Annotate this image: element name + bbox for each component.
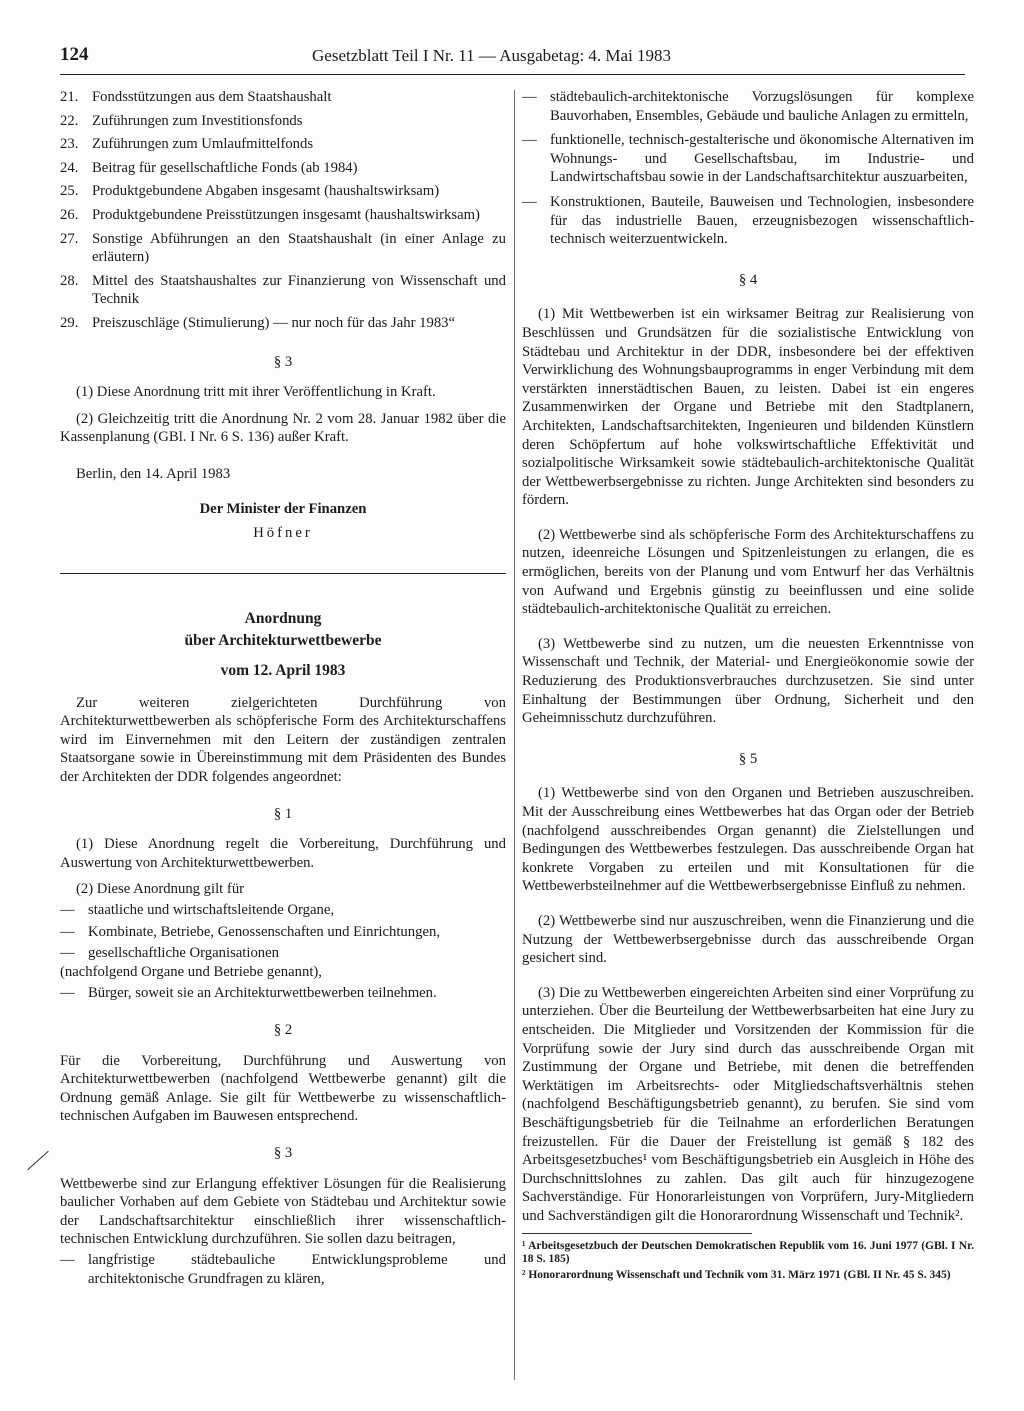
list-item	[60, 135, 506, 154]
dash-text: Bürger, soweit sie an Architekturwettbewerben teilnehmen.	[88, 985, 437, 1002]
preamble: Zur weiteren zielgerichteten Durchführung von Architekturwettbewerben als schöpferische Form des Architekturschaffens wird im Einvernehmen mit den Leitern der zuständigen zentralen Staatsorgane sowie in Übereinstimmung mit dem Präsidenten des Bundes der Architekten der DDR folgendes angeordnet:	[60, 694, 506, 786]
item-text: Zuführungen zum Umlaufmittelfonds	[92, 136, 314, 153]
dash-note: (nachfolgend Organe und Betriebe genannt),	[60, 963, 322, 980]
page-number: 124	[60, 44, 89, 65]
item-text: Sonstige Abführungen an den Staatshaushalt (in einer Anlage zu erläutern)	[92, 230, 506, 266]
document-title: Anordnung	[244, 609, 322, 627]
item-text: Mittel des Staatshaushaltes zur Finanzierung von Wissenschaft und Technik	[92, 272, 506, 308]
footnote-rule	[522, 1233, 752, 1234]
item-number: 21.	[60, 89, 79, 105]
document-title-subject: über Architekturwettbewerbe	[184, 631, 382, 649]
signatory-name: Höfner	[253, 525, 313, 542]
item-number: 29.	[60, 314, 79, 331]
left-column	[60, 88, 506, 1291]
item-number: 23.	[60, 136, 79, 153]
margin-pencil-mark	[27, 1151, 48, 1170]
paragraph: (2) Gleichzeitig tritt die Anordnung Nr. 2 vom 28. Januar 1982 über die Kassenplanung (GBl. I Nr. 6 S. 136) außer Kraft.	[60, 410, 506, 446]
running-head: Gesetzblatt Teil I Nr. 11 — Ausgabetag: 4. Mai 1983	[312, 46, 672, 65]
paragraph: (2) Wettbewerbe sind als schöpferische Form des Architekturschaffens zu nutzen, ideenreiche Lösungen und Spitzenleistungen zu erlangen, die es ermöglichen, bereits von der Planung und vom Entwurf her das Verhältnis von Aufwand und Ergebnis günstig zu beeinflussen und eine solide städtebaulich-architektonische Qualität zu erreichen.	[522, 526, 974, 618]
list-item	[60, 182, 506, 201]
paragraph: Wettbewerbe sind zur Erlangung effektiver Lösungen für die Realisierung baulicher Vorhaben auf dem Gebiete von Städtebau und Architektur sowie der Landschaftsarchitektur einschließlich ihrer wissenschaftlich-technischen Entwicklung durchzuführen. Sie sollen dazu beitragen,	[60, 1175, 506, 1248]
paragraph: (2) Wettbewerbe sind nur auszuschreiben, wenn die Finanzierung und die Nutzung der Wettbewerbsergebnisse durch das ausschreibende Organ gesichert sind.	[522, 912, 974, 967]
dash-text: städtebaulich-architektonische Vorzugslösungen für komplexe Bauvorhaben, Ensembles, Gebäude und bauliche Anlagen zu ermitteln,	[550, 89, 974, 124]
dash-text: langfristige städtebauliche Entwicklungsprobleme und architektonische Grundfragen zu klären,	[88, 1251, 506, 1287]
dash-item: — langfristige städtebauliche Entwicklungsprobleme und architektonische Grundfragen zu klären,	[60, 1251, 506, 1287]
dash-item: — Bürger, soweit sie an Architekturwettbewerben teilnehmen.	[60, 984, 506, 1003]
dash-item: — funktionelle, technisch-gestalterische und ökonomische Alternativen im Wohnungs- und Gesellschaftsbau, im Industrie- und Landwirtschaftsbau sowie in der Landschaftsarchitektur auszuarbeiten,	[522, 132, 974, 186]
place-date: Berlin, den 14. April 1983	[76, 465, 231, 482]
paragraph: (3) Die zu Wettbewerben eingereichten Arbeiten sind einer Vorprüfung zu unterziehen. Über die Beurteilung der Wettbewerbsarbeiten hat eine Jury zu entscheiden. Die Mitglieder und Vorsitzenden der Kommission für die Vorprüfung sowie der Jury sind durch das ausschreibende Organ mit Zustimmung der Organe und Betriebe, mit denen die betreffenden Werktätigen im Arbeitsrechts- oder Mitgliedschaftsverhältnis stehen (nachfolgend Beschäftigungsbetrieb genannt), zu berufen. Sie sind vom Beschäftigungsbetrieb für die Teilnahme an erforderlichen Beratungen freizustellen. Für die Dauer der Freistellung ist gemäß § 182 des Arbeitsgesetzbuches¹ vom Beschäftigungsbetrieb ein Ausgleich in Höhe des Durchschnittslohnes zu zahlen. Das gilt auch für hinzugezogene Sachverständige. Für Honorarleistungen von Vorprüfern, Jury-Mitgliedern und Sachverständigen gilt die Honorarordnung Wissenschaft und Technik².	[522, 984, 974, 1224]
numbered-list	[60, 88, 506, 333]
section-heading: § 2	[273, 1022, 293, 1038]
item-text: Zuführungen zum Investitionsfonds	[92, 112, 303, 129]
paragraph: Für die Vorbereitung, Durchführung und Auswertung von Architekturwettbewerben (nachfolgend Wettbewerbe genannt) gilt die Ordnung gemäß Anlage. Sie gilt für Wettbewerbe zu wissenschaftlich-technischen Aufgaben im Bauwesen entsprechend.	[60, 1052, 506, 1125]
paragraph: (1) Mit Wettbewerben ist ein wirksamer Beitrag zur Realisierung von Beschlüssen und Grundsätzen für die sozialistische Entwicklung von Städtebau und Architektur in der DDR, insbesondere bei der effektiven Verwirklichung des Wohnungsbauprogramms in enger Verbindung mit dem verstärkten innerstädtischen Bauen, zu leisten. Dabei ist ein engeres Zusammenwirken der Organe und Betriebe mit den Stadtplanern, Architekten, Landschaftsarchitekten, Ingenieuren und bildenden Künstlern deren Schöpfertum auf hohe volkswirtschaftliche Effektivität und sozialpolitische Wirksamkeit sowie städtebaulich-architektonische Qualität der Wettbewerbsergebnisse zu richten. Junge Architekten sind besonders zu fördern.	[522, 306, 974, 509]
dash-text: gesellschaftliche Organisationen	[88, 945, 280, 962]
list-item	[60, 112, 506, 131]
section-heading: § 3	[273, 1144, 293, 1161]
dash-item: — gesellschaftliche Organisationen	[60, 944, 506, 963]
footnote: ¹ Arbeitsgesetzbuch der Deutschen Demokratischen Republik vom 16. Juni 1977 (GBl. I Nr. 18 S. 185)	[522, 1240, 974, 1266]
item-text: Preiszuschläge (Stimulierung) — nur noch für das Jahr 1983“	[92, 314, 456, 331]
item-text: Fondsstützungen aus dem Staatshaushalt	[92, 89, 332, 105]
paragraph: (1) Wettbewerbe sind von den Organen und Betrieben auszuschreiben. Mit der Ausschreibung eines Wettbewerbes hat das Organ oder der Betrieb (nachfolgend ausschreibendes Organ genannt) die Zielstellungen und Bedingungen des Wettbewerbes festzulegen. Das ausschreibende Organ hat konkrete Vorgaben zu erteilen und mit Konsultationen für die Wettbewerbsteilnehmer auf die Wettbewerbsergebnisse Einfluß zu nehmen.	[522, 785, 974, 895]
dash-text: Kombinate, Betriebe, Genossenschaften und Einrichtungen,	[88, 923, 440, 940]
item-number: 25.	[60, 183, 79, 200]
item-number: 26.	[60, 206, 79, 223]
dash-text: funktionelle, technisch-gestalterische und ökonomische Alternativen im Wohnungs- und Gesellschaftsbau, im Industrie- und Landwirtschaftsbau sowie in der Landschaftsarchitektur auszuarbeiten,	[550, 132, 974, 186]
section-heading: § 1	[273, 805, 293, 822]
section-heading: § 4	[738, 271, 758, 288]
section-separator	[60, 573, 506, 574]
list-item	[60, 230, 506, 267]
right-column	[522, 88, 974, 1285]
item-number: 27.	[60, 230, 79, 247]
list-item	[60, 272, 506, 309]
dash-item: — städtebaulich-architektonische Vorzugslösungen für komplexe Bauvorhaben, Ensembles, Gebäude und bauliche Anlagen zu ermitteln,	[522, 89, 974, 124]
footnote: ² Honorarordnung Wissenschaft und Technik vom 31. März 1971 (GBl. II Nr. 45 S. 345)	[522, 1269, 951, 1282]
item-number: 24.	[60, 159, 79, 176]
column-divider	[514, 90, 515, 1380]
page-header	[60, 44, 960, 72]
document-date: vom 12. April 1983	[220, 661, 346, 679]
paragraph: (1) Diese Anordnung regelt die Vorbereitung, Durchführung und Auswertung von Architekturwettbewerben.	[60, 836, 506, 871]
section-heading: § 5	[738, 750, 758, 767]
item-text: Produktgebundene Abgaben insgesamt (haushaltswirksam)	[92, 183, 440, 200]
list-item	[60, 88, 506, 107]
header-rule	[60, 74, 965, 75]
item-text: Beitrag für gesellschaftliche Fonds (ab 1984)	[92, 159, 358, 176]
paragraph: (3) Wettbewerbe sind zu nutzen, um die neuesten Erkenntnisse von Wissenschaft und Technik, der Material- und Energieökonomie sowie der Reduzierung des Produktionsverbrauches durchzusetzen. Sie sind unter Einhaltung der Bestimmungen über Ordnung, Sicherheit und den Geheimnisschutz durchzuführen.	[522, 635, 974, 727]
item-number: 28.	[60, 272, 79, 289]
paragraph: (2) Diese Anordnung gilt für	[76, 881, 245, 898]
signatory-title: Der Minister der Finanzen	[199, 500, 367, 517]
list-item	[60, 206, 506, 225]
list-item	[60, 159, 506, 178]
dash-text: staatliche und wirtschaftsleitende Organe,	[88, 902, 335, 919]
section-heading: § 3	[273, 353, 293, 370]
item-text: Produktgebundene Preisstützungen insgesamt (haushaltswirksam)	[92, 206, 480, 223]
dash-item: — Konstruktionen, Bauteile, Bauweisen und Technologien, insbesondere für das industrielle Bauen, erzeugnisbezogen wissenschaftlich-technisch weiterzuentwickeln.	[522, 193, 974, 248]
dash-item: — Kombinate, Betriebe, Genossenschaften und Einrichtungen,	[60, 923, 506, 942]
paragraph: (1) Diese Anordnung tritt mit ihrer Veröffentlichung in Kraft.	[76, 384, 436, 401]
list-item	[60, 314, 506, 333]
dash-text: Konstruktionen, Bauteile, Bauweisen und Technologien, insbesondere für das industrielle Bauen, erzeugnisbezogen wissenschaftlich-technisch weiterzuentwickeln.	[550, 193, 974, 248]
dash-item: — staatliche und wirtschaftsleitende Organe,	[60, 901, 506, 920]
item-number: 22.	[60, 112, 79, 129]
